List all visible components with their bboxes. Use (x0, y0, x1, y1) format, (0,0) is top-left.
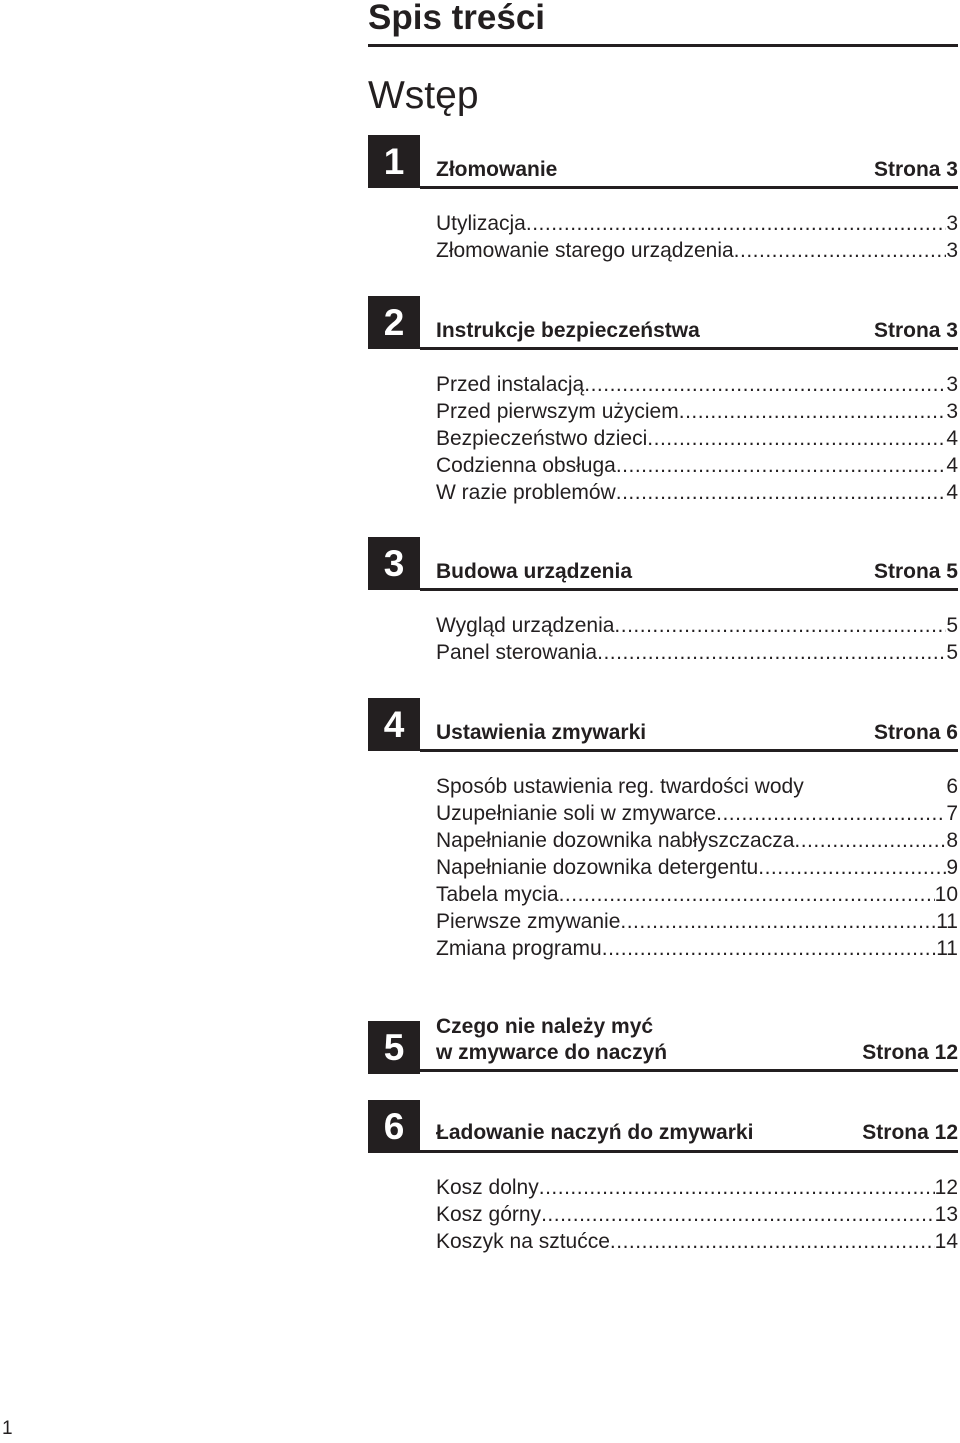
section-rule (420, 1069, 958, 1072)
entry-name: Pierwsze zmywanie (436, 910, 621, 933)
section-page-label: Strona 12 (862, 1041, 958, 1064)
entry-page: 10 (934, 883, 958, 906)
section-number-badge: 1 (368, 135, 420, 188)
toc-title: Spis treści (368, 0, 546, 37)
dot-leader (620, 908, 936, 935)
entry-page: 4 (946, 454, 958, 477)
section-page-label: Strona 3 (873, 319, 958, 342)
entry-name: W razie problemów (436, 481, 616, 504)
entry-name: Sposób ustawienia reg. twardości wody (436, 775, 804, 798)
section-heading[interactable] (436, 720, 958, 746)
entry-name: Koszyk na sztućce (436, 1230, 610, 1253)
entry-list (436, 1174, 958, 1255)
entry-list (436, 210, 958, 264)
section-rule (420, 347, 958, 350)
intro-heading: Wstęp (368, 74, 479, 117)
section-heading[interactable] (436, 157, 958, 183)
entry-page: 13 (934, 1203, 958, 1226)
section-title: Ładowanie naczyń do zmywarki (436, 1121, 754, 1144)
dot-leader (616, 479, 947, 506)
section-number-badge: 6 (368, 1100, 420, 1153)
entry-page: 11 (936, 910, 958, 933)
entry-page: 5 (946, 614, 958, 637)
entry-page: 3 (946, 400, 958, 423)
entry-name: Codzienna obsługa (436, 454, 616, 477)
toc-entry[interactable] (436, 1228, 958, 1255)
dot-leader (610, 1228, 935, 1255)
section-title-line: Czego nie należy myć (436, 1015, 654, 1038)
toc-section-1 (368, 135, 958, 265)
toc-entry[interactable] (436, 371, 958, 398)
entry-list (436, 773, 958, 962)
section-heading[interactable] (436, 1014, 958, 1066)
entry-name: Panel sterowania (436, 641, 598, 664)
entry-name: Utylizacja (436, 212, 526, 235)
entry-page: 3 (946, 239, 958, 262)
toc-section-4 (368, 698, 958, 968)
section-page-label: Strona 3 (873, 158, 958, 181)
dot-leader (526, 210, 946, 237)
dot-leader (734, 237, 947, 264)
section-rule (420, 588, 958, 591)
entry-page: 14 (934, 1230, 958, 1253)
toc-entry[interactable] (436, 1201, 958, 1228)
section-page-label: Strona 6 (873, 721, 958, 744)
dot-leader (539, 1174, 935, 1201)
dot-leader (559, 881, 935, 908)
dot-leader (647, 425, 946, 452)
dot-leader (616, 452, 947, 479)
toc-section-3 (368, 537, 958, 672)
entry-name: Napełnianie dozownika nabłyszczacza (436, 829, 795, 852)
section-heading[interactable] (436, 318, 958, 344)
toc-entry[interactable] (436, 210, 958, 237)
toc-section-2 (368, 296, 958, 511)
entry-page: 6 (946, 775, 958, 798)
dot-leader (602, 935, 936, 962)
dot-leader (679, 398, 947, 425)
entry-name: Wygląd urządzenia (436, 614, 615, 637)
entry-name: Zmiana programu (436, 937, 602, 960)
entry-page: 4 (946, 427, 958, 450)
toc-entry[interactable] (436, 479, 958, 506)
toc-entry[interactable] (436, 908, 958, 935)
section-heading[interactable] (436, 1120, 958, 1146)
section-heading[interactable] (436, 559, 958, 585)
section-number-badge: 2 (368, 296, 420, 349)
dot-leader (584, 371, 946, 398)
entry-name: Bezpieczeństwo dzieci (436, 427, 648, 450)
entry-name: Złomowanie starego urządzenia (436, 239, 734, 262)
toc-section-5 (368, 1015, 958, 1076)
entry-page: 8 (946, 829, 958, 852)
dot-leader (758, 854, 946, 881)
section-number-badge: 4 (368, 698, 420, 751)
section-rule (420, 186, 958, 189)
entry-page: 5 (946, 641, 958, 664)
entry-page: 9 (946, 856, 958, 879)
entry-list (436, 371, 958, 506)
entry-page: 3 (946, 373, 958, 396)
section-title-line: w zmywarce do naczyń (436, 1041, 668, 1064)
toc-entry[interactable] (436, 773, 958, 800)
entry-page: 12 (934, 1176, 958, 1199)
entry-list (436, 612, 958, 666)
section-title: Budowa urządzenia (436, 560, 633, 583)
dot-leader (614, 612, 946, 639)
toc-section-6 (368, 1100, 958, 1260)
dot-leader (541, 1201, 935, 1228)
entry-page: 4 (946, 481, 958, 504)
section-page-label: Strona 5 (873, 560, 958, 583)
entry-page: 7 (946, 802, 958, 825)
section-rule (420, 749, 958, 752)
section-title: Ustawienia zmywarki (436, 721, 647, 744)
toc-entry[interactable] (436, 827, 958, 854)
entry-name: Uzupełnianie soli w zmywarce (436, 802, 717, 825)
toc-entry[interactable] (436, 398, 958, 425)
dot-leader (597, 639, 946, 666)
toc-entry[interactable] (436, 237, 958, 264)
section-title (436, 1014, 667, 1066)
entry-name: Przed pierwszym użyciem (436, 400, 679, 423)
toc-entry[interactable] (436, 612, 958, 639)
entry-name: Tabela mycia (436, 883, 559, 906)
entry-name: Napełnianie dozownika detergentu (436, 856, 759, 879)
toc-entry[interactable] (436, 639, 958, 666)
entry-name: Kosz dolny (436, 1176, 539, 1199)
entry-page: 11 (936, 937, 958, 960)
title-divider (368, 44, 958, 47)
toc-entry[interactable] (436, 854, 958, 881)
toc-entry[interactable] (436, 800, 958, 827)
toc-entry[interactable] (436, 452, 958, 479)
section-number-badge: 5 (368, 1021, 420, 1074)
toc-entry[interactable] (436, 935, 958, 962)
section-rule (420, 1150, 958, 1153)
toc-entry[interactable] (436, 881, 958, 908)
section-title: Instrukcje bezpieczeństwa (436, 319, 700, 342)
entry-page: 3 (946, 212, 958, 235)
toc-entry[interactable] (436, 425, 958, 452)
section-title: Złomowanie (436, 158, 558, 181)
entry-name: Przed instalacją (436, 373, 585, 396)
dot-leader (794, 827, 946, 854)
section-page-label: Strona 12 (862, 1121, 958, 1144)
section-number-badge: 3 (368, 537, 420, 590)
page-number: 1 (2, 1418, 13, 1439)
dot-leader (716, 800, 946, 827)
entry-name: Kosz górny (436, 1203, 542, 1226)
toc-entry[interactable] (436, 1174, 958, 1201)
